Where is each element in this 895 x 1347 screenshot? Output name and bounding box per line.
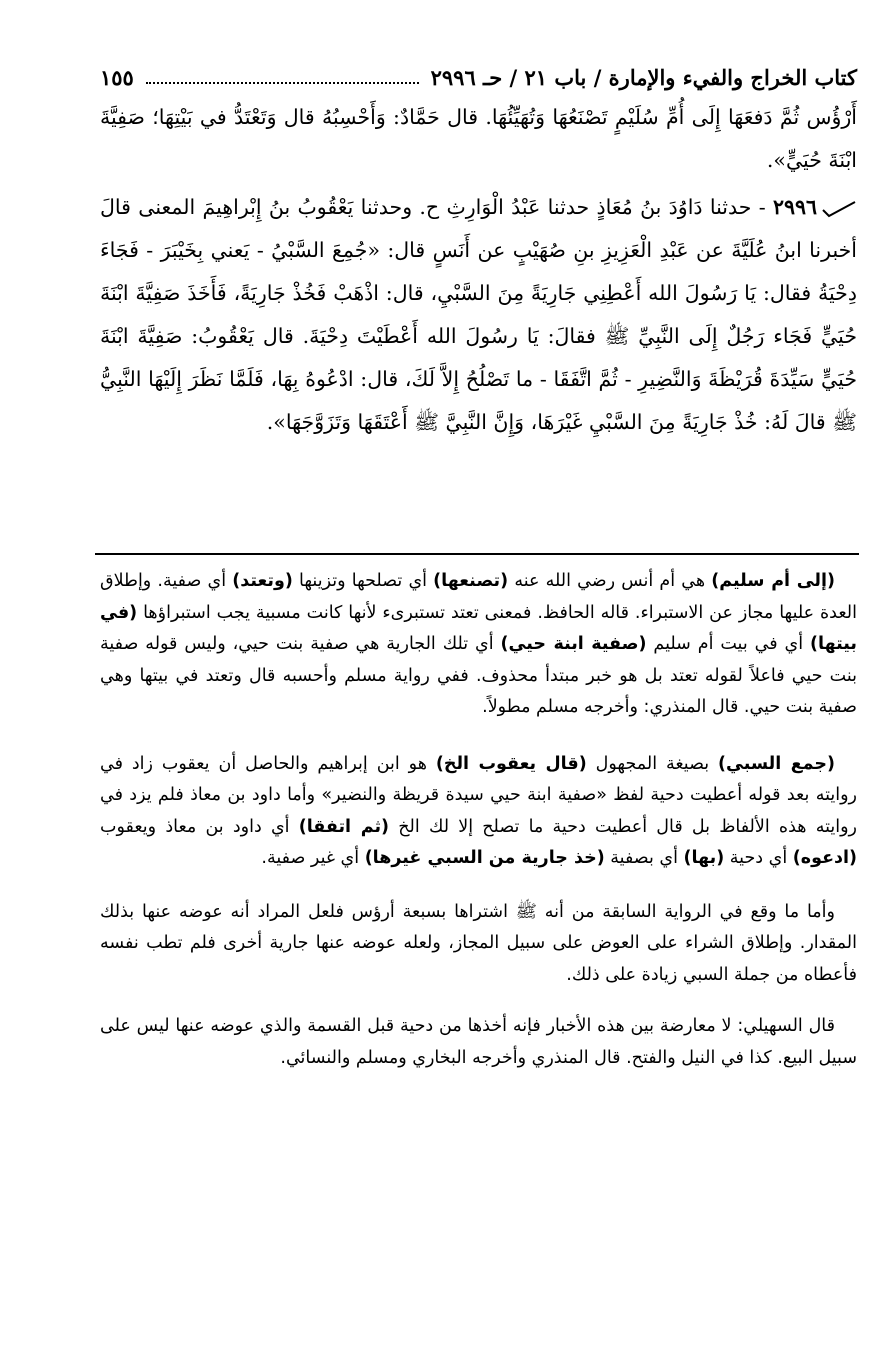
term: (ادعوه) [792,848,857,868]
gloss: هي أم أنس رضي الله عنه [508,571,712,591]
commentary-paragraph-2 [100,749,857,875]
term: (بها) [683,848,725,868]
gloss: أي داود بن معاذ ويعقوب [100,816,299,837]
page-number: ١٥٥ [100,65,134,90]
hadith-text [100,96,857,444]
hadith-2996 [100,186,857,444]
hadith-number: ٢٩٩٦ [772,195,817,219]
commentary-paragraph-3: وأما ما وقع في الرواية السابقة من أنه ﷺ اشتراها بسبعة أرؤس فلعل المراد أنه عوضه عنها بذلك المقدار. وإطلاق الشراء على العوض على سبيل المجاز، ولعله عوضه عنها جارية أخرى فلم تطب نفسه فأعطاه من جملة السبي زيادة على ذلك. [100,901,857,985]
term: (تصنعها) [433,571,509,591]
gloss: أي دحية [724,848,793,868]
gloss: أي تلك الجارية هي صفية بنت حيي، وليس قوله صفية بنت حيي فاعلاً لقوله تعتد بل هو خبر مبتدأ محذوف. ففي رواية مسلم وأحسبه قال وتعتد في بيتها وهي صفية بنت حيي. قال المنذري: وأخرجه مسلم مطولاً. [100,634,857,717]
term: (قال يعقوب الخ) [435,753,587,774]
term: (جمع السبي) [718,753,835,774]
gloss: أي صفية. وإطلاق العدة عليها مجاز عن الاستبراء. قاله الحافظ. فمعنى تعتد تستبرىء لأنها كانت مسبية يجب استبراؤها [100,571,857,623]
commentary-paragraph-4: قال السهيلي: لا معارضة بين هذه الأخبار فإنه أخذها من دحية قبل القسمة والذي عوضه عنها ليس على سبيل البيع. كذا في النيل والفتح. قال المنذري وأخرجه البخاري ومسلم والنسائي. [100,1016,857,1068]
term: (صفية ابنة حيي) [500,634,647,654]
page-header [100,56,857,90]
commentary-paragraph-1 [100,566,857,724]
term: (وتعتد) [232,571,293,591]
gloss: بصيغة المجهول [586,753,719,774]
header-dot-leader [146,81,419,84]
commentary [100,566,857,1091]
term: (خذ جارية من السبي غيرها) [364,848,605,868]
gloss: هو ابن إبراهيم والحاصل أن يعقوب زاد في روايته بعد قوله أعطيت دحية لفظ «صفية ابنة حيي سيدة قريظة والنضير» وأما داود بن معاذ فلم يزد في روايته هذه الألفاظ بل قال أعطيت دحية ما تصلح إلا لك الخ [100,753,858,837]
footnote-divider [95,553,859,555]
gloss: أي غير صفية. [261,848,365,868]
hadith-body: - حدثنا دَاوُدَ بنُ مُعَاذٍ حدثنا عَبْدُ الْوَارِثِ ح. وحدثنا يَعْقُوبُ بنُ إِبْراهِيمَ المعنى قالَ أخبرنا ابنُ عُلَيَّةَ عن عَبْدِ الْعَزِيزِ بنِ صُهَيْبٍ عن أَنَسٍ قال: «جُمِعَ السَّبْيُ - يَعني بِخَيْبَرَ - فَجَاءَ دِحْيَةُ فقال: يَا رَسُولَ الله أَعْطِنِي جَارِيَةً مِنَ السَّبْيِ، قال: اذْهَبْ فَخُذْ جَارِيَةً، فَأَخَذَ صَفِيَّةَ ابْنَةَ حُيَيٍّ فَجَاء رَجُلٌ إِلَى النَّبِيِّ ﷺ فقالَ: يَا رسُولَ الله أَعْطَيْتَ دِحْيَةَ. قال يَعْقُوبُ: صَفِيَّةَ ابْنَةَ حُيَيٍّ سَيِّدَةَ قُرَيْظَةَ وَالنَّضِيرِ - ثُمَّ اتَّفَقَا - ما تَصْلُحُ إِلاَّ لَكَ، قال: ادْعُوهُ بِهَا، فَلَمَّا نَظَرَ إِلَيْهَا النَّبِيُّ ﷺ قالَ لَهُ: خُذْ جَارِيَةً مِنَ السَّبْيِ غَيْرَهَا، وَإِنَّ النَّبِيَّ ﷺ أَعْتَقَهَا وَتَزَوَّجَهَا». [100,195,857,434]
term: (في بيتها) [100,602,857,654]
term: (ثم اتفقا) [298,816,390,837]
gloss: أي في بيت أم سليم [646,634,811,654]
term: (إلى أم سليم) [711,571,835,591]
running-title: كتاب الخراج والفيء والإمارة / باب ٢١ / حـ ٢٩٩٦ [430,65,857,90]
check-mark-icon [821,200,857,218]
hadith-continuation: أَرْؤُس ثُمَّ دَفعَهَا إِلَى أُمِّ سُلَيْمٍ تَصْنَعُهَا وَتُهَيِّئُهَا. قال حَمَّادٌ: وَأَحْسِبُهُ قال وَتَعْتَدُّ في بَيْتِهَا؛ صَفِيَّةَ ابْنَةَ حُيَيٍّ». [100,105,857,172]
gloss: أي تصلحها وتزينها [292,571,434,591]
gloss: أي بصفية [604,848,684,868]
